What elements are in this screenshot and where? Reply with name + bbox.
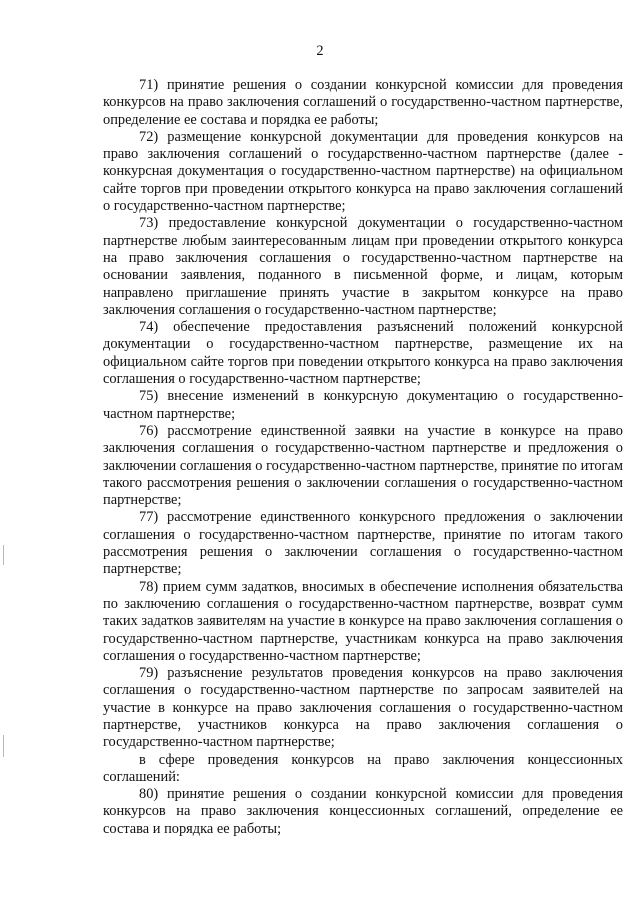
paragraph-73: 73) предоставление конкурсной документации о государственно-частном партнерстве любым заинтересованным лицам при проведении открытого конкурса на право заключения соглашения о государственно-частном партнерстве на основании заявления, поданного в письменной форме, и лицам, которым направлено приглашение принять участие в закрытом конкурсе на право заключения соглашения о государственно-частном партнерстве; bbox=[103, 215, 623, 318]
paragraph-78: 78) прием сумм задатков, вносимых в обеспечение исполнения обязательства по заключению соглашения о государственно-частном партнерстве, возврат сумм таких задатков заявителям на участие в конкурсе на право заключения соглашения о государственно-частном партнерстве, участникам конкурса на право заключения соглашения о государственно-частном партнерстве; bbox=[103, 578, 623, 664]
paragraph-79: 79) разъяснение результатов проведения конкурсов на право заключения соглашения о государственно-частном партнерстве по запросам заявителей на участие в конкурсе на право заключения соглашения о государственно-частном партнерстве, участников конкурса на право заключения соглашения о государственно-частном партнерстве; bbox=[103, 665, 623, 751]
paragraph-71: 71) принятие решения о создании конкурсной комиссии для проведения конкурсов на право заключения соглашений о государственно-частном партнерстве, определение ее состава и порядка ее работы; bbox=[103, 77, 623, 128]
section-heading-concessions: в сфере проведения конкурсов на право заключения концессионных соглашений: bbox=[103, 751, 623, 785]
page-number: 2 bbox=[316, 43, 324, 59]
paragraph-76: 76) рассмотрение единственной заявки на участие в конкурсе на право заключения соглашения о государственно-частном партнерстве и предложения о заключении соглашения о государственно-частном партнерстве, принятие по итогам такого рассмотрения решения о заключении соглашения о государственно-частном партнерстве; bbox=[103, 422, 623, 509]
paragraph-74: 74) обеспечение предоставления разъяснений положений конкурсной документации о государственно-частном партнерстве, размещение их на официальном сайте торгов при поведении открытого конкурса на право заключения соглашения о государственно-частном партнерстве; bbox=[103, 319, 623, 388]
paragraph-80: 80) принятие решения о создании конкурсной комиссии для проведения конкурсов на право заключения концессионных соглашений, определение ее состава и порядка ее работы; bbox=[103, 786, 623, 837]
scan-margin-mark bbox=[3, 735, 4, 757]
paragraph-77: 77) рассмотрение единственного конкурсного предложения о заключении соглашения о государственно-частном партнерстве, принятие по итогам такого рассмотрения решения о заключении соглашения о государственно-частном партнерстве; bbox=[103, 509, 623, 578]
scan-margin-mark bbox=[3, 545, 4, 565]
paragraph-72: 72) размещение конкурсной документации для проведения конкурсов на право заключения соглашений о государственно-частном партнерстве (далее - конкурсная документация о государственно-частном партнерстве) на официальном сайте торгов при проведении открытого конкурса на право заключения соглашений о государственно-частном партнерстве; bbox=[103, 128, 623, 215]
document-body bbox=[103, 77, 623, 838]
paragraph-75: 75) внесение изменений в конкурсную документацию о государственно-частном партнерстве; bbox=[103, 388, 623, 422]
